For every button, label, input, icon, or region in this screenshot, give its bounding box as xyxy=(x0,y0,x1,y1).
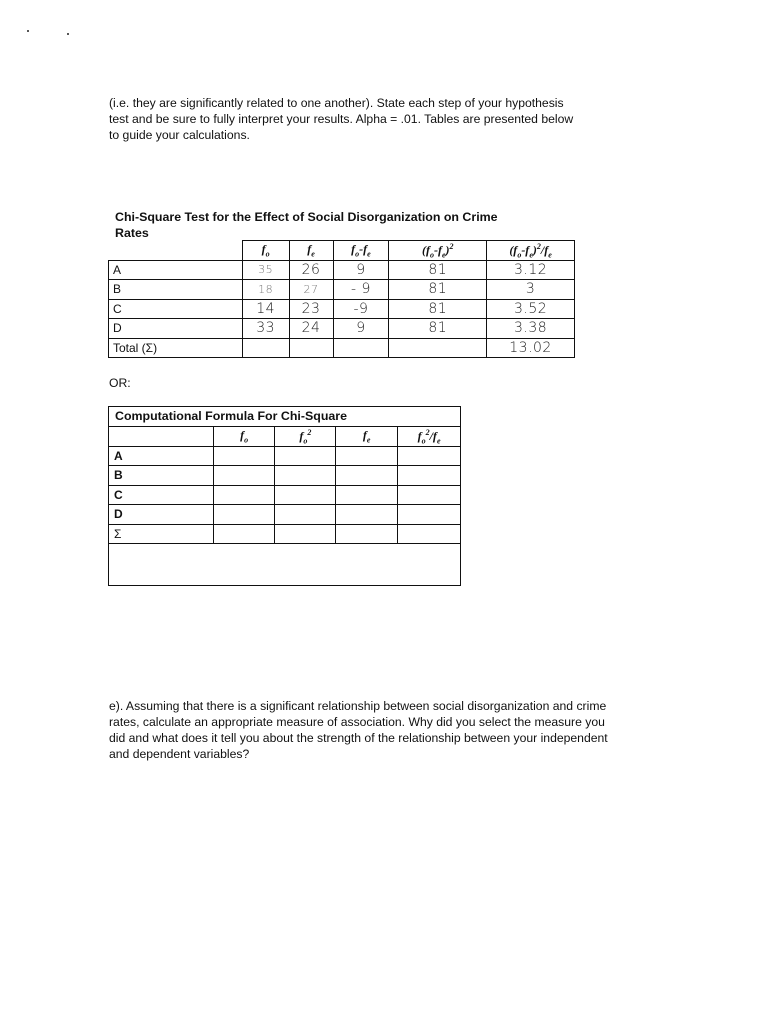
header-fe: $f_e$ xyxy=(289,241,333,261)
empty-cell xyxy=(398,466,461,486)
handwritten-total-chi: 13.02 xyxy=(487,338,575,358)
row-label: A xyxy=(109,446,214,466)
handwritten-chi: 3.38 xyxy=(487,319,575,339)
table-row xyxy=(109,505,461,525)
handwritten-squared: 81 xyxy=(389,299,487,319)
empty-cell xyxy=(242,338,289,358)
empty-cell xyxy=(336,505,398,525)
handwritten-squared: 81 xyxy=(389,260,487,280)
table-row xyxy=(109,280,575,300)
empty-cell xyxy=(275,446,336,466)
table-row xyxy=(109,446,461,466)
empty-cell xyxy=(336,446,398,466)
empty-cell xyxy=(275,505,336,525)
row-label: D xyxy=(109,505,214,525)
table-row xyxy=(109,299,575,319)
empty-cell xyxy=(213,524,275,544)
handwritten-diff: 9 xyxy=(333,319,389,339)
row-label: Σ xyxy=(109,524,214,544)
row-label: B xyxy=(109,466,214,486)
empty-cell xyxy=(398,485,461,505)
table-row xyxy=(109,485,461,505)
handwritten-chi: 3 xyxy=(487,280,575,300)
computational-formula-box xyxy=(108,406,461,586)
handwritten-diff: 9 xyxy=(333,260,389,280)
empty-cell xyxy=(275,466,336,486)
empty-cell xyxy=(398,524,461,544)
chi-square-table-caption: Chi-Square Test for the Effect of Social Disorganization on Crime Rates xyxy=(115,210,498,240)
or-label: OR: xyxy=(109,376,131,390)
header-fo: $f_o$ xyxy=(242,241,289,261)
header-fo-minus-fe: $f_o-f_e$ xyxy=(333,241,389,261)
header-fo-squared: $f_o^2$ xyxy=(275,427,336,447)
header-squared: $(f_o-f_e)^2$ xyxy=(389,241,487,261)
empty-cell xyxy=(333,338,389,358)
table-row xyxy=(109,260,575,280)
empty-cell xyxy=(275,524,336,544)
computational-formula-title: Computational Formula For Chi-Square xyxy=(115,409,347,423)
header-fo-squared-over-fe: $f_o^2/f_e$ xyxy=(398,427,461,447)
header-chi-component: $(f_o-f_e)^2/f_e$ xyxy=(487,241,575,261)
header-fo: $f_o$ xyxy=(213,427,275,447)
intro-paragraph: (i.e. they are significantly related to one another). State each step of your hypothesis test and be sure to fully interpret your results. Alpha = .01. Tables are presented below to guide your calculations. xyxy=(109,96,574,142)
part-e-question: e). Assuming that there is a significant relationship between social disorganization and crime rates, calculate an appropriate measure of association. Why did you select the measure you did and what does it tell you about the strength of the relationship between your independent and dependent variables? xyxy=(109,699,608,761)
header-blank xyxy=(109,241,243,261)
handwritten-fo: 35 xyxy=(242,260,289,280)
header-fe: $f_e$ xyxy=(336,427,398,447)
handwritten-chi: 3.52 xyxy=(487,299,575,319)
handwritten-fe: 26 xyxy=(289,260,333,280)
empty-cell xyxy=(336,466,398,486)
table-row xyxy=(109,524,461,544)
empty-cell xyxy=(275,485,336,505)
table-total-row xyxy=(109,338,575,358)
row-label: C xyxy=(109,485,214,505)
empty-cell xyxy=(289,338,333,358)
row-label: B xyxy=(109,280,243,300)
handwritten-fo: 14 xyxy=(242,299,289,319)
table-row xyxy=(109,319,575,339)
empty-cell xyxy=(398,505,461,525)
empty-cell xyxy=(398,446,461,466)
handwritten-squared: 81 xyxy=(389,280,487,300)
row-label: D xyxy=(109,319,243,339)
empty-cell xyxy=(336,524,398,544)
handwritten-squared: 81 xyxy=(389,319,487,339)
handwritten-fo: 33 xyxy=(242,319,289,339)
empty-cell xyxy=(213,505,275,525)
handwritten-fo: 18 xyxy=(242,280,289,300)
scan-speck xyxy=(27,30,29,32)
handwritten-chi: 3.12 xyxy=(487,260,575,280)
chi-square-table xyxy=(108,240,575,358)
scan-speck xyxy=(67,33,69,35)
row-label: A xyxy=(109,260,243,280)
table-header-row xyxy=(109,427,461,447)
row-label: C xyxy=(109,299,243,319)
empty-cell xyxy=(336,485,398,505)
header-blank xyxy=(109,427,214,447)
table-row xyxy=(109,466,461,486)
handwritten-diff: -9 xyxy=(333,299,389,319)
empty-cell xyxy=(213,446,275,466)
handwritten-fe: 23 xyxy=(289,299,333,319)
empty-cell xyxy=(389,338,487,358)
total-label: Total (Σ) xyxy=(109,338,243,358)
computational-formula-table xyxy=(108,426,461,544)
empty-cell xyxy=(213,485,275,505)
handwritten-diff: - 9 xyxy=(333,280,389,300)
handwritten-fe: 27 xyxy=(289,280,333,300)
table-header-row xyxy=(109,241,575,261)
empty-cell xyxy=(213,466,275,486)
handwritten-fe: 24 xyxy=(289,319,333,339)
